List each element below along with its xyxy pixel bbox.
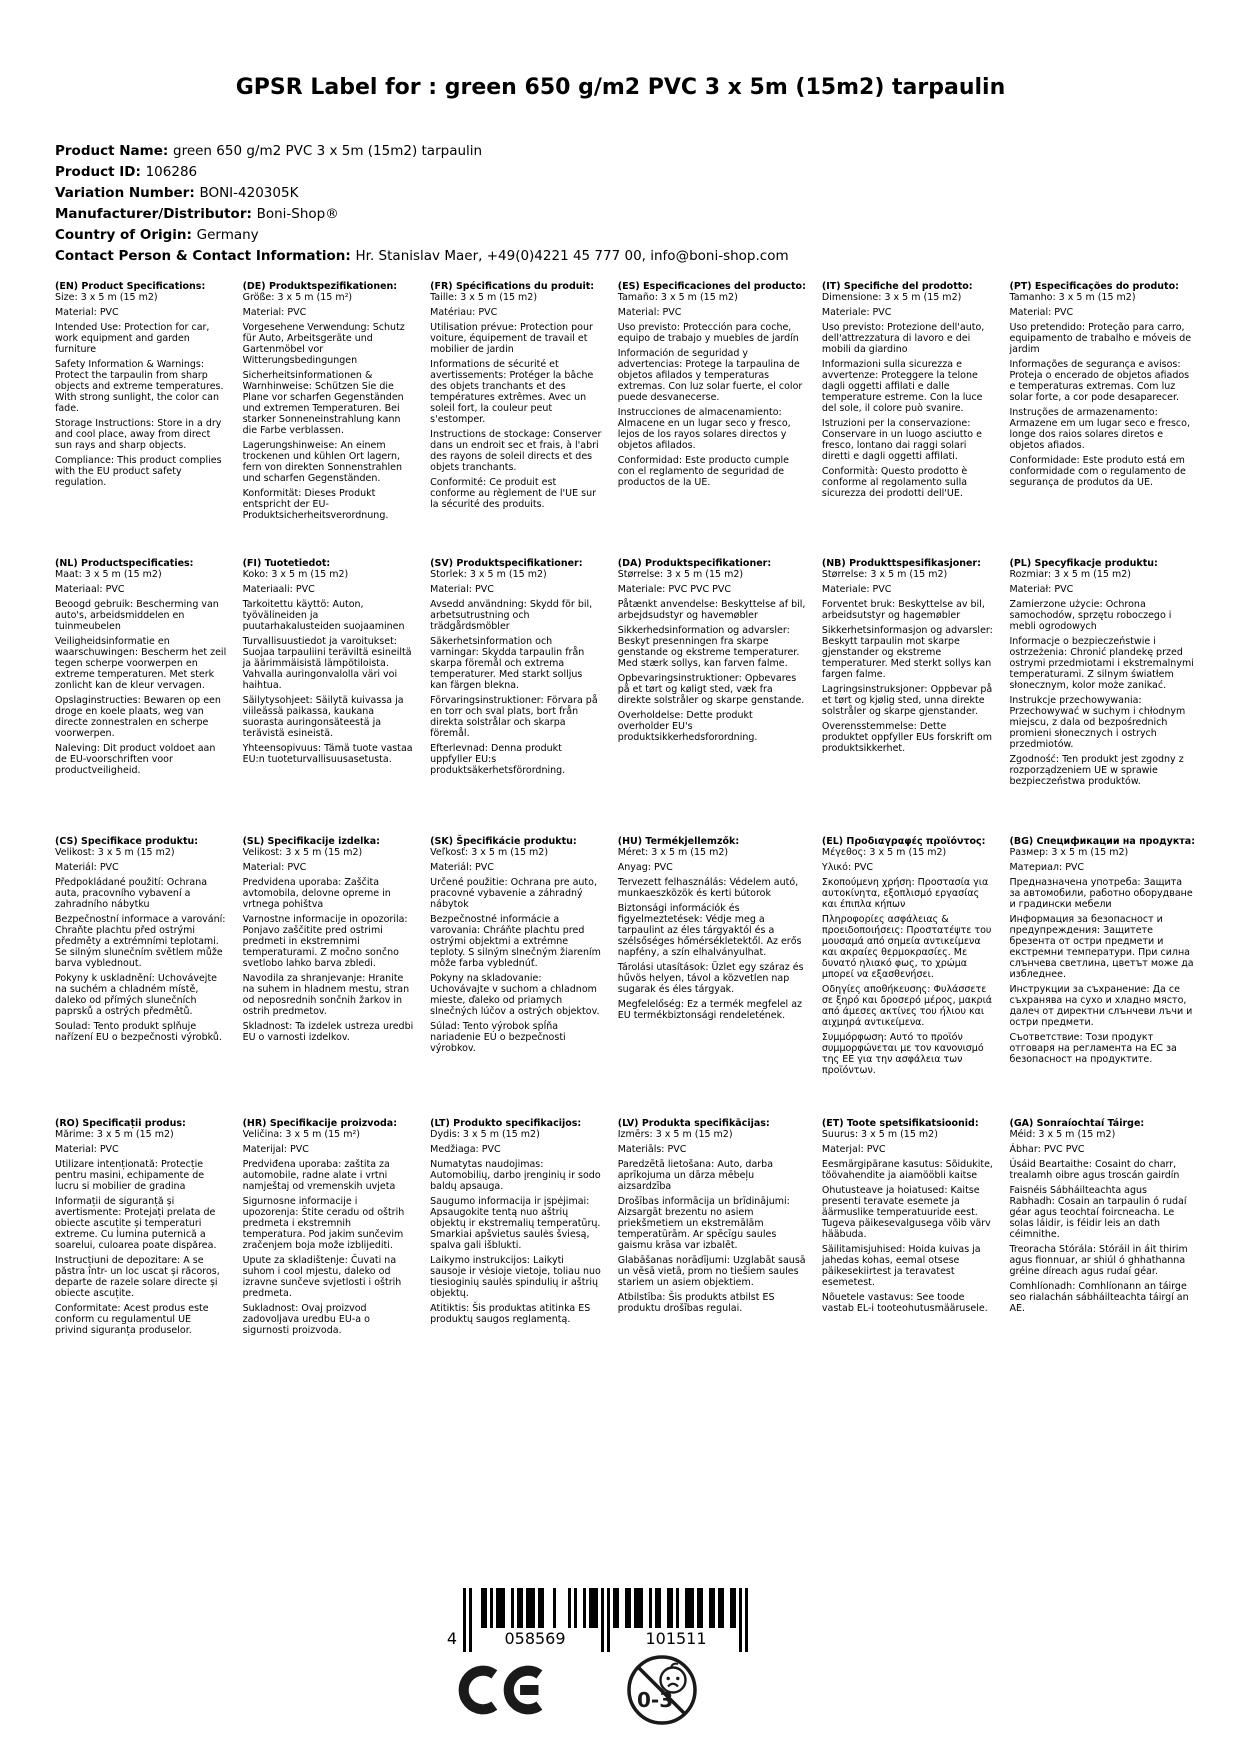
spec-paragraph: Laikymo instrukcijos: Laikyti sausoje ir vėsioje vietoje, toliau nuo tiesioginių saulės spindulių ir aštrių objektų. (430, 1255, 601, 1299)
spec-paragraph: Rozmiar: 3 x 5 m (15 m2) (1009, 569, 1131, 580)
spec-block-es (618, 281, 806, 558)
spec-paragraph: Materiale: PVC (821, 307, 892, 318)
spec-paragraph: Material: PVC (1009, 307, 1074, 318)
spec-heading-sl: (SL) Specifikacije izdelka: (242, 836, 380, 847)
spec-heading-sk: (SK) Špecifikácie produktu: (430, 836, 577, 847)
spec-paragraph: Informacje o bezpieczeństwie i ostrzeżenia: Chronić plandekę przed ostrymi przedmiotami i ekstremalnymi temperaturami. Z silnym światłem słonecznym, kolor może zanikać. (1009, 636, 1194, 691)
spec-paragraph: Размер: 3 x 5 m (15 m2) (1009, 847, 1129, 858)
spec-paragraph: Méid: 3 x 5 m (15 m2) (1009, 1129, 1116, 1140)
spec-block-de (243, 281, 415, 558)
spec-paragraph: Méret: 3 x 5 m (15 m2) (617, 847, 729, 858)
spec-paragraph: Velikost: 3 x 5 m (15 m2) (242, 847, 363, 858)
spec-block-lv (618, 1118, 806, 1336)
spec-paragraph: Ohutusteave ja hoiatused: Kaitse presenti teravate esemete ja äärmuslike temperatuuride eest. Tugeva päikesevalgusega võib värv hääbuda. (821, 1185, 991, 1240)
product-info-line (55, 225, 1186, 246)
spec-paragraph: Turvallisuustiedot ja varoitukset: Suojaa tarpauliini teräviltä esineiltä ja äärimmäisistä lämpötiloista. Vahvalla auringonvalolla väri voi haihtua. (242, 636, 412, 691)
product-info-value: Germany (196, 227, 259, 243)
spec-paragraph: Materiale: PVC (821, 584, 892, 595)
spec-block-bg (1009, 836, 1195, 1118)
product-info-value: 106286 (145, 164, 198, 180)
spec-paragraph: Informations de sécurité et avertissements: Protéger la bâche des objets tranchants et des températures extrêmes. Avec un soleil fort, la couleur peut s'estomper. (430, 359, 594, 425)
product-info-line (55, 204, 1186, 225)
spec-paragraph: Utilisation prévue: Protection pour voiture, équipement de travail et mobilier de jardin (430, 322, 593, 355)
spec-paragraph: Tervezett felhasználás: Védelem autó, munkaeszközök és kerti bútorok (617, 877, 799, 899)
spec-block-pl (1009, 558, 1195, 836)
spec-paragraph: Tamaño: 3 x 5 m (15 m2) (617, 292, 738, 303)
ean13-barcode (446, 1588, 748, 1652)
spec-paragraph: Materiale: PVC PVC PVC (617, 584, 732, 595)
spec-paragraph: Förvaringsinstruktioner: Förvara på en torr och sval plats, bort från direkta solstrålar och skarpa föremål. (430, 695, 598, 739)
spec-paragraph: Eesmärgipärane kasutus: Sõidukite, töövahendite ja aiamööbli kaitse (821, 1159, 993, 1181)
spec-block-hr (243, 1118, 415, 1336)
spec-heading-el: (EL) Προδιαγραφές προϊόντος: (821, 836, 986, 847)
spec-paragraph: Predvidena uporaba: Zaščita avtomobila, delovne opreme in vrtnega pohištva (242, 877, 391, 910)
spec-paragraph: Sukladnost: Ovaj proizvod zadovoljava uredbu EU-a o sigurnosti proizvoda. (242, 1303, 370, 1336)
spec-paragraph: Съответствие: Този продукт отговаря на регламента на ЕС за безопасност на продуктите. (1009, 1032, 1177, 1065)
age-warning-0-3-icon (624, 1652, 700, 1728)
spec-paragraph: Súlad: Tento výrobok spĺňa nariadenie EÚ o bezpečnosti výrobkov. (430, 1021, 566, 1054)
spec-paragraph: Materiaali: PVC (242, 584, 315, 595)
specifications-grid (55, 281, 1195, 1336)
product-info-value: green 650 g/m2 PVC 3 x 5m (15m2) tarpaulin (173, 143, 483, 159)
spec-heading-es: (ES) Especificaciones del producto: (617, 281, 806, 292)
spec-paragraph: Materjal: PVC (821, 1144, 886, 1155)
spec-block-cs (55, 836, 227, 1118)
spec-paragraph: Sigurnosne informacije i upozorenja: Štite ceradu od oštrih predmeta i ekstremnih temperatura. Pod jakim sunčevim zračenjem boja može izblijediti. (242, 1196, 405, 1251)
spec-paragraph: Maat: 3 x 5 m (15 m2) (55, 569, 162, 580)
spec-paragraph: Materiál: PVC (55, 862, 119, 873)
spec-paragraph: Velikost: 3 x 5 m (15 m2) (55, 847, 175, 858)
spec-paragraph: Varnostne informacije in opozorila: Ponjavo zaščitite pred ostrimi predmeti in ekstremnimi temperaturami. Z močno sončno svetlobo lahko barva zbledi. (242, 914, 408, 969)
spec-paragraph: Overholdelse: Dette produkt overholder EU's produktsikkerhedsforordning. (617, 710, 758, 743)
spec-paragraph: Naleving: Dit product voldoet aan de EU-voorschriften voor productveiligheid. (55, 743, 216, 776)
product-info-value: BONI-420305K (199, 185, 299, 201)
spec-heading-fi: (FI) Tuotetiedot: (242, 558, 331, 569)
spec-heading-nl: (NL) Productspecificaties: (55, 558, 194, 569)
product-info-label: Contact Person & Contact Information: (55, 248, 356, 264)
spec-paragraph: Paredzētā lietošana: Auto, darba aprīkojuma un dārza mēbeļu aizsardzība (617, 1159, 774, 1192)
spec-block-en (55, 281, 227, 558)
spec-paragraph: Informazioni sulla sicurezza e avvertenze: Proteggere la telone dagli oggetti affilati e dalle temperature estreme. Con la luce del sole, il colore può svanire. (821, 359, 983, 414)
spec-paragraph: Lagringsinstruksjoner: Oppbevar på et tørt og kjølig sted, unna direkte solstråler og skarpe gjenstander. (821, 684, 993, 717)
spec-paragraph: Skladnost: Ta izdelek ustreza uredbi EU o varnosti izdelkov. (242, 1021, 414, 1043)
spec-paragraph: Instrucciones de almacenamiento: Almacene en un lugar seco y fresco, lejos de los rayos solares directos y objetos afilados. (617, 407, 791, 451)
spec-block-sv (430, 558, 602, 836)
spec-paragraph: Faisnéis Sábháilteachta agus Rabhadh: Cosain an tarpaulin ó rudaí géar agus teochtaí foircneacha. Le solas láidir, is féidir leis an dath céimnithe. (1009, 1185, 1187, 1240)
product-info (55, 141, 1186, 267)
spec-heading-nb: (NB) Produkttspesifikasjoner: (821, 558, 981, 569)
barcode-right-digits: 101511 (614, 1630, 738, 1648)
spec-paragraph: Material: PVC (55, 1144, 119, 1155)
spec-block-hu (618, 836, 806, 1118)
spec-paragraph: Pokyny na skladovanie: Uchovávajte v suchom a chladnom mieste, ďaleko od priamych slnečných lúčov a ostrých objektov. (430, 973, 600, 1017)
product-info-line (55, 162, 1186, 183)
spec-heading-ga: (GA) Sonraíochtaí Táirge: (1009, 1118, 1145, 1129)
spec-paragraph: Lagerungshinweise: An einem trockenen und kühlen Ort lagern, fern von direkten Sonnenstrahlen und scharfen Gegenständen. (242, 440, 403, 484)
spec-heading-de: (DE) Produktspezifikationen: (242, 281, 398, 292)
spec-heading-et: (ET) Toote spetsifikatsioonid: (821, 1118, 979, 1129)
spec-paragraph: Istruzioni per la conservazione: Conservare in un luogo asciutto e fresco, lontano dai raggi solari diretti e dagli oggetti affilati. (821, 418, 982, 462)
age-warning-text: 0-3 (637, 1688, 674, 1712)
spec-paragraph: Dydis: 3 x 5 m (15 m2) (430, 1129, 540, 1140)
spec-heading-sv: (SV) Produktspecifikationer: (430, 558, 583, 569)
spec-paragraph: Tarkoitettu käyttö: Auton, työvälineiden ja puutarhakalusteiden suojaaminen (242, 599, 405, 632)
spec-paragraph: Taille: 3 x 5 m (15 m2) (430, 292, 538, 303)
spec-heading-en: (EN) Product Specifications: (55, 281, 206, 292)
spec-heading-fr: (FR) Spécifications du produit: (430, 281, 595, 292)
spec-block-sk (430, 836, 602, 1118)
spec-paragraph: Conformitate: Acest produs este conform cu regulamentul UE privind siguranța produselor. (55, 1303, 209, 1336)
spec-paragraph: Určené použitie: Ochrana pre auto, pracovné vybavenie a záhradný nábytok (430, 877, 597, 910)
spec-paragraph: Tamanho: 3 x 5 m (15 m2) (1009, 292, 1136, 303)
spec-paragraph: Drošības informācija un brīdinājumi: Aizsargāt brezentu no asiem priekšmetiem un ekstremālām temperatūrām. Ar spēcīgu saules gaismu krāsa var izbalēt. (617, 1196, 790, 1251)
spec-paragraph: Μέγεθος: 3 x 5 m (15 m2) (821, 847, 947, 858)
spec-paragraph: Instrucțiuni de depozitare: A se păstra într- un loc uscat și răcoros, departe de razele solare directe și obiecte ascuțite. (55, 1255, 220, 1299)
spec-paragraph: Material: PVC (430, 584, 494, 595)
spec-paragraph: Säilitamisjuhised: Hoida kuivas ja jahedas kohas, eemal otsese päikesekiirtest ja teravatest esemetest. (821, 1244, 981, 1288)
spec-paragraph: Предназначена употреба: Защита за автомобили, работно оборудване и градински мебели (1009, 877, 1193, 910)
spec-paragraph: Tárolási utasítások: Üzlet egy száraz és hűvös helyen, távol a közvetlen nap sugarak és éles tárgyak. (617, 962, 804, 995)
product-info-line (55, 183, 1186, 204)
spec-paragraph: Material: PVC (242, 862, 307, 873)
spec-block-fr (430, 281, 602, 558)
spec-paragraph: Οδηγίες αποθήκευσης: Φυλάσσετε σε ξηρό και δροσερό μέρος, μακριά από άμεσες ακτίνες του ήλιου και αιχμηρά αντικείμενα. (821, 984, 993, 1028)
spec-paragraph: Vorgesehene Verwendung: Schutz für Auto, Arbeitsgeräte und Gartenmöbel vor Witterungsbedingungen (242, 322, 405, 366)
spec-paragraph: Material: PVC (617, 307, 682, 318)
spec-paragraph: Materiāls: PVC (617, 1144, 687, 1155)
spec-paragraph: Navodila za shranjevanje: Hranite na suhem in hladnem mestu, stran od neposrednih sončnih žarkov in ostrih predmetov. (242, 973, 410, 1017)
product-info-label: Product Name: (55, 143, 173, 159)
spec-paragraph: Instrukcje przechowywania: Przechowywać w suchym i chłodnym miejscu, z dala od bezpośrednich promieni słonecznych i ostrych przedmiotów. (1009, 695, 1186, 750)
spec-heading-it: (IT) Specifiche del prodotto: (821, 281, 973, 292)
spec-paragraph: Utilizare intenționată: Protecție pentru masini, echipamente de lucru si mobilier de gradina (55, 1159, 205, 1192)
spec-heading-cs: (CS) Specifikace produktu: (55, 836, 199, 847)
spec-paragraph: Sikkerhetsinformasjon og advarsler: Beskytt tarpaulin mot skarpe gjenstander og ekstreme temperaturer. Med sterkt sollys kan fargen falme. (821, 625, 993, 680)
spec-paragraph: Conformidade: Este produto está em conformidade com o regulamento de segurança de produtos da UE. (1009, 455, 1186, 488)
product-info-label: Product ID: (55, 164, 146, 180)
spec-paragraph: Säilytysohjeet: Säilytä kuivassa ja viileässä paikassa, kaukana suorasta auringonsäteestä ja terävistä esineistä. (242, 695, 404, 739)
product-info-label: Country of Origin: (55, 227, 197, 243)
spec-paragraph: Megfelelőség: Ez a termék megfelel az EU termékbiztonsági rendeletének. (617, 999, 803, 1021)
spec-paragraph: Dimensione: 3 x 5 m (15 m2) (821, 292, 962, 303)
spec-paragraph: Uso previsto: Protección para coche, equipo de trabajo y muebles de jardín (617, 322, 799, 344)
spec-paragraph: Treoracha Stórála: Stóráil in áit thirim agus fionnuar, ar shiúl ó ghhathanna gréine díreach agus rudaí géar. (1009, 1244, 1188, 1277)
spec-paragraph: Størrelse: 3 x 5 m (15 m2) (617, 569, 744, 580)
spec-paragraph: Zamierzone użycie: Ochrona samochodów, sprzętu roboczego i mebli ogrodowych (1009, 599, 1172, 632)
spec-paragraph: Uso pretendido: Proteção para carro, equipamento de trabalho e móveis de jardim (1009, 322, 1192, 355)
product-info-value: Hr. Stanislav Maer, +49(0)4221 45 777 00, info@boni-shop.com (355, 248, 789, 264)
spec-paragraph: Materiál: PVC (430, 862, 494, 873)
spec-block-et (822, 1118, 994, 1336)
spec-paragraph: Veiligheidsinformatie en waarschuwingen: Bescherm het zeil tegen scherpe voorwerpen en extreme temperaturen. Met sterk zonlicht kan de kleur vervagen. (55, 636, 227, 691)
spec-paragraph: Ábhar: PVC PVC (1009, 1144, 1085, 1155)
spec-paragraph: Avsedd användning: Skydd för bil, arbetsutrustning och trädgårdsmöbler (430, 599, 593, 632)
spec-paragraph: Soulad: Tento produkt splňuje nařízení EU o bezpečnosti výrobků. (55, 1021, 222, 1043)
spec-heading-lt: (LT) Produkto specifikacijos: (430, 1118, 582, 1129)
spec-paragraph: Material: PVC (55, 307, 119, 318)
spec-paragraph: Opslaginstructies: Bewaren op een droge en koele plaats, weg van directe zonnestralen en scherpe voorwerpen. (55, 695, 221, 739)
spec-paragraph: Conformidad: Este producto cumple con el reglamento de seguridad de productos de la UE. (617, 455, 790, 488)
spec-paragraph: Conformità: Questo prodotto è conforme al regolamento sulla sicurezza dei prodotti dell'UE. (821, 466, 968, 499)
spec-block-el (822, 836, 994, 1118)
spec-paragraph: Pokyny k uskladnění: Uchovávejte na suchém a chladném místě, daleko od přímých slunečních paprsků a ostrých předmětů. (55, 973, 218, 1017)
spec-paragraph: Πληροφορίες ασφάλειας & προειδοποιήσεις: Προστατέψτε του μουσαμά από σημεία αντικείμενα και ακραίες θερμοκρασίες. Με δυνατό ηλιακό φως, το χρώμα μπορεί να εξασθενήσει. (821, 914, 992, 980)
page-title: GPSR Label for : green 650 g/m2 PVC 3 x 5m (15m2) tarpaulin (235, 74, 1006, 100)
product-info-value: Boni-Shop® (256, 206, 339, 222)
spec-paragraph: Información de seguridad y advertencias: Protege la tarpaulina de objetos afilados y temperaturas extremas. Con luz solar fuerte, el color puede desvanecerse. (617, 348, 803, 403)
spec-heading-lv: (LV) Produkta specifikācijas: (617, 1118, 770, 1129)
spec-paragraph: Conformité: Ce produit est conforme au règlement de l'UE sur la sécurité des produits. (430, 477, 597, 510)
spec-paragraph: Информация за безопасност и предупреждения: Защитете брезента от остри предмети и екстремни температури. При силна слънчева светлина, цветът може да избледнее. (1009, 914, 1194, 980)
spec-block-nl (55, 558, 227, 836)
spec-paragraph: Uso previsto: Protezione dell'auto, dell'attrezzatura di lavoro e dei mobili da giardino (821, 322, 985, 355)
spec-paragraph: Størrelse: 3 x 5 m (15 m2) (821, 569, 948, 580)
spec-paragraph: Upute za skladištenje: Čuvati na suhom i cool mjestu, daleko od izravne sunčeve svjetlosti i oštrih predmeta. (242, 1255, 402, 1299)
spec-paragraph: Předpokládané použití: Ochrana auta, pracovního vybavení a zahradního nábytku (55, 877, 208, 910)
spec-paragraph: Informații de siguranță și avertismente: Protejați prelata de obiecte ascuțite și temperaturi extreme. Cu lumina puternică a soarelui, culoarea poate dispărea. (55, 1196, 217, 1251)
spec-paragraph: Informações de segurança e avisos: Proteja o encerado de objetos afiados e temperaturas extremas. Com luz solar forte, a cor pode desaparecer. (1009, 359, 1190, 403)
product-info-label: Variation Number: (55, 185, 200, 201)
spec-paragraph: Safety Information & Warnings: Protect the tarpaulin from sharp objects and extreme temperatures. With strong sunlight, the color can fade. (55, 359, 224, 414)
barcode-lead-digit: 4 (446, 1629, 457, 1648)
spec-paragraph: Koko: 3 x 5 m (15 m2) (242, 569, 349, 580)
spec-paragraph: Storage Instructions: Store in a dry and cool place, away from direct sun rays and sharp objects. (55, 418, 222, 451)
spec-paragraph: Biztonsági információk és figyelmeztetések: Védje meg a tarpaulint az éles tárgyaktól és a szélsőséges hőmérsékletektől. Az erős napfény, a szín elhalványulhat. (617, 903, 802, 958)
spec-heading-hu: (HU) Termékjellemzők: (617, 836, 740, 847)
spec-paragraph: Veľkosť: 3 x 5 m (15 m2) (430, 847, 549, 858)
spec-paragraph: Yhteensopivuus: Tämä tuote vastaa EU:n tuoteturvallisuusasetusta. (242, 743, 413, 765)
spec-paragraph: Beoogd gebruik: Bescherming van auto's, arbeidsmiddelen en tuinmeubelen (55, 599, 219, 632)
spec-paragraph: Påtænkt anvendelse: Beskyttelse af bil, arbejdsudstyr og havemøbler (617, 599, 806, 621)
spec-paragraph: Efterlevnad: Denna produkt uppfyller EU:s produktsäkerhetsförordning. (430, 743, 566, 776)
spec-paragraph: Materiał: PVC (1009, 584, 1074, 595)
spec-block-ga (1009, 1118, 1195, 1336)
spec-paragraph: Atbilstība: Šis produkts atbilst ES produktu drošības regulai. (617, 1292, 775, 1314)
spec-paragraph: Σκοπούμενη χρήση: Προστασία για αυτοκίνητα, εξοπλισμό εργασίας και έπιπλα κήπων (821, 877, 989, 910)
spec-paragraph: Saugumo informacija ir įspėjimai: Apsaugokite tentą nuo aštrių objektų ir ekstremalių temperatūrų. Smarkiai apšvietus saulės šviesą, spalva gali išblukti. (430, 1196, 601, 1251)
spec-heading-da: (DA) Produktspecifikationer: (617, 558, 772, 569)
product-info-label: Manufacturer/Distributor: (55, 206, 257, 222)
spec-heading-hr: (HR) Specifikacije proizvoda: (242, 1118, 397, 1129)
spec-block-da (618, 558, 806, 836)
spec-paragraph: Materijal: PVC (242, 1144, 309, 1155)
spec-paragraph: Nõuetele vastavus: See toode vastab EL-i tooteohutusmäärusele. (821, 1292, 988, 1314)
spec-block-lt (430, 1118, 602, 1336)
spec-paragraph: Konformität: Dieses Produkt entspricht der EU-Produktsicherheitsverordnung. (242, 488, 389, 521)
spec-paragraph: Matériau: PVC (430, 307, 498, 318)
spec-paragraph: Úsáid Beartaithe: Cosaint do charr, trealamh oibre agus troscán gairdín (1009, 1159, 1180, 1181)
spec-paragraph: Instruções de armazenamento: Armazene em um lugar seco e fresco, longe dos raios solares diretos e objetos afiados. (1009, 407, 1190, 451)
spec-paragraph: Medžiaga: PVC (430, 1144, 501, 1155)
spec-paragraph: Predviđena uporaba: zaštita za automobile, radne alate i vrtni namještaj od vremenskih uvjeta (242, 1159, 396, 1192)
barcode-bar (745, 1588, 748, 1652)
spec-heading-bg: (BG) Спецификации на продукта: (1009, 836, 1195, 847)
spec-paragraph: Инструкции за съхранение: Да се съхранява на сухо и хладно място, далеч от директни слънчеви лъчи и остри предмети. (1009, 984, 1193, 1028)
spec-paragraph: Bezpečnostní informace a varování: Chraňte plachtu před ostrými předměty a extrémními teplotami. Se silným slunečním světlem může barva vyblednout. (55, 914, 226, 969)
spec-block-it (822, 281, 994, 558)
spec-block-pt (1009, 281, 1195, 558)
spec-paragraph: Comhlíonadh: Comhlíonann an táirge seo rialachán sábháilteachta táirgí an AE. (1009, 1281, 1189, 1314)
spec-paragraph: Numatytas naudojimas: Automobilių, darbo įrenginių ir sodo baldų apsauga. (430, 1159, 601, 1192)
product-info-line (55, 246, 1186, 267)
spec-paragraph: Veličina: 3 x 5 m (15 m²) (242, 1129, 361, 1140)
spec-paragraph: Zgodność: Ten produkt jest zgodny z rozporządzeniem UE w sprawie bezpieczeństwa produktów. (1009, 754, 1184, 787)
spec-block-sl (243, 836, 415, 1118)
spec-paragraph: Material: PVC (242, 307, 307, 318)
spec-paragraph: Izmērs: 3 x 5 m (15 m2) (617, 1129, 733, 1140)
spec-paragraph: Forventet bruk: Beskyttelse av bil, arbeidsutstyr og hagemøbler (821, 599, 985, 621)
spec-paragraph: Συμμόρφωση: Αυτό το προϊόν συμμορφώνεται με τον κανονισμό της ΕΕ για την ασφάλεια των προϊόντων. (821, 1032, 984, 1076)
spec-paragraph: Storlek: 3 x 5 m (15 m2) (430, 569, 547, 580)
spec-block-nb (822, 558, 994, 836)
spec-heading-ro: (RO) Specificații produs: (55, 1118, 186, 1129)
spec-paragraph: Υλικό: PVC (821, 862, 874, 873)
spec-paragraph: Материал: PVC (1009, 862, 1085, 873)
product-info-line (55, 141, 1186, 162)
spec-paragraph: Compliance: This product complies with the EU product safety regulation. (55, 455, 222, 488)
spec-paragraph: Glabāšanas norādījumi: Uzglabāt sausā un vēsā vietā, prom no tiešiem saules stariem un asiem objektiem. (617, 1255, 806, 1288)
ce-mark-icon (452, 1660, 544, 1720)
spec-paragraph: Intended Use: Protection for car, work equipment and garden furniture (55, 322, 210, 355)
spec-paragraph: Overensstemmelse: Dette produktet oppfyller EUs forskrift om produktsikkerhet. (821, 721, 992, 754)
spec-paragraph: Suurus: 3 x 5 m (15 m2) (821, 1129, 938, 1140)
spec-paragraph: Sicherheitsinformationen & Warnhinweise: Schützen Sie die Plane vor scharfen Gegenständen und extremen Temperaturen. Bei starker Sonneneinstrahlung kann die Farbe verblassen. (242, 370, 404, 436)
spec-heading-pt: (PT) Especificações do produto: (1009, 281, 1179, 292)
spec-paragraph: Materiaal: PVC (55, 584, 125, 595)
spec-block-fi (243, 558, 415, 836)
spec-paragraph: Größe: 3 x 5 m (15 m²) (242, 292, 353, 303)
spec-paragraph: Mărime: 3 x 5 m (15 m2) (55, 1129, 174, 1140)
spec-paragraph: Sikkerhedsinformation og advarsler: Beskyt presenningen fra skarpe genstande og ekstreme temperaturer. Med stærk sollys, kan farven falme. (617, 625, 800, 669)
barcode-left-digits: 058569 (473, 1630, 597, 1648)
spec-paragraph: Instructions de stockage: Conserver dans un endroit sec et frais, à l'abri des rayons de soleil directs et des objets tranchants. (430, 429, 602, 473)
spec-paragraph: Opbevaringsinstruktioner: Opbevares på et tørt og køligt sted, væk fra direkte solstråler og skarpe genstande. (617, 673, 805, 706)
spec-paragraph: Säkerhetsinformation och varningar: Skydda tarpaulin från skarpa föremål och extrema temperaturer. Med starkt solljus kan färgen blekna. (430, 636, 585, 691)
spec-paragraph: Bezpečnostné informácie a varovania: Chráňte plachtu pred ostrými objektmi a extrémne teploty. S silným slnečným žiarením môže farba vyblednúť. (430, 914, 601, 969)
spec-block-ro (55, 1118, 227, 1336)
spec-paragraph: Anyag: PVC (617, 862, 673, 873)
spec-paragraph: Size: 3 x 5 m (15 m2) (55, 292, 158, 303)
spec-heading-pl: (PL) Specyfikacje produktu: (1009, 558, 1158, 569)
spec-paragraph: Atitiktis: Šis produktas atitinka ES produktų saugos reglamentą. (430, 1303, 591, 1325)
